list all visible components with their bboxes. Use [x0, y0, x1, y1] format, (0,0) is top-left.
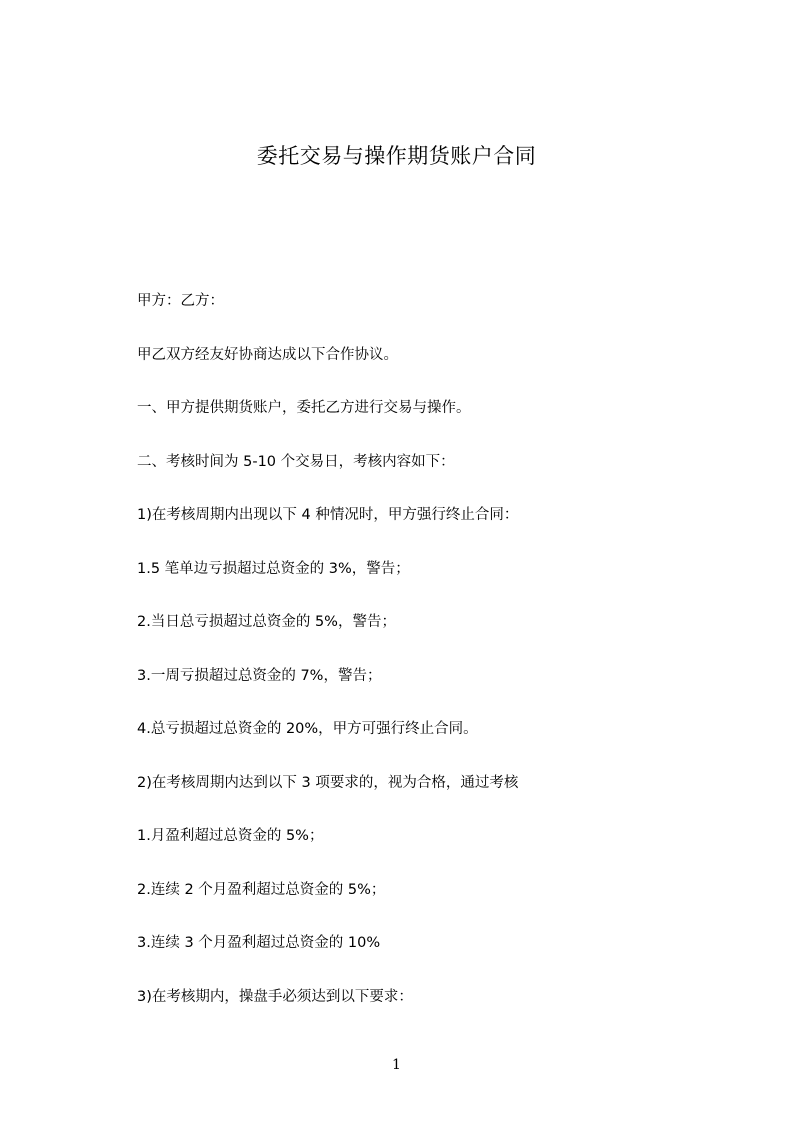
list-item: 1.5 笔单边亏损超过总资金的 3%，警告； — [137, 560, 410, 577]
sub-clause-1: 1)在考核周期内出现以下 4 种情况时，甲方强行终止合同： — [137, 507, 519, 523]
list-item: 4.总亏损超过总资金的 20%，甲方可强行终止合同。 — [137, 721, 478, 737]
list-item: 2.当日总亏损超过总资金的 5%，警告； — [137, 614, 396, 630]
sub-clause-2: 2)在考核周期内达到以下 3 项要求的，视为合格，通过考核 — [137, 774, 519, 791]
agreement-intro: 甲乙双方经友好协商达成以下合作协议。 — [137, 346, 398, 363]
clause-1: 一、甲方提供期货账户，委托乙方进行交易与操作。 — [137, 400, 471, 416]
document-title: 委托交易与操作期货账户合同 — [256, 144, 537, 168]
clause-2: 二、考核时间为 5-10 个交易日，考核内容如下： — [137, 453, 455, 470]
list-item: 1.月盈利超过总资金的 5%； — [137, 828, 324, 844]
list-item: 3.连续 3 个月盈利超过总资金的 10% — [137, 935, 381, 951]
list-item: 2.连续 2 个月盈利超过总资金的 5%； — [137, 881, 386, 898]
party-line: 甲方：乙方： — [137, 293, 224, 309]
document-body — [137, 290, 737, 1039]
list-item: 3.一周亏损超过总资金的 7%，警告； — [137, 667, 382, 684]
page-number: 1 — [392, 1057, 401, 1073]
sub-clause-3: 3)在考核期内，操盘手必须达到以下要求： — [137, 988, 413, 1005]
